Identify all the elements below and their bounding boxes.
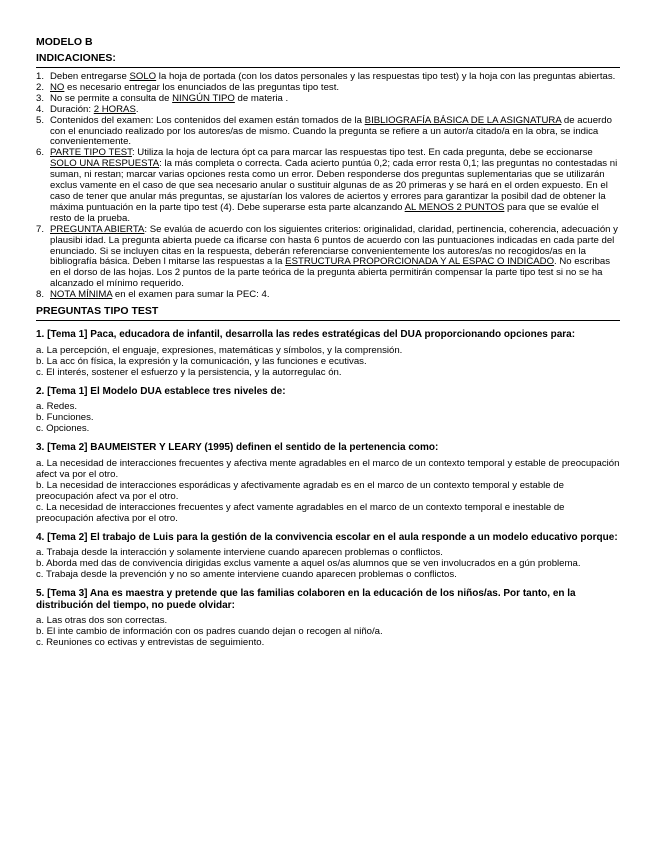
instruction-number: 5. [36, 114, 45, 126]
question-option: b. El inte cambio de información con os padres cuando dejan o recogen al niño/a. [36, 626, 383, 638]
question-option: c. La necesidad de interacciones frecuentes y afect vamente agradables en el marco de un contexto temporal e inestable de preocupación afectiva por el otro. [36, 501, 565, 524]
instructions-list [36, 72, 620, 301]
instruction-text: : la más completa o correcta. Cada acierto puntúa 0,2; cada error resta 0,1; las preguntas no contestadas ni suman, ni restan; marcar varias opciones resta como un error. Deben responderse dos preguntas suplementarias que se utilizarán exclus vamente en el caso de que sea necesario anular o sustituir algunas de as 20 primeras y se hará en el orden expuesto. En el caso de tener que anular más preguntas, se ajustarían los valores de aciertos y errores para garantizar la posibil dad de obtener la máxima puntuación en la parte tipo test (4). Debe superarse esta parte alcanzando [50, 158, 618, 213]
instruction-text: . [135, 103, 139, 115]
instruction-text: Deben entregarse [50, 71, 130, 82]
instruction-text: la hoja de portada (con los datos personales y las respuestas tipo test) y la hoja con las preguntas abiertas. [156, 71, 616, 82]
instruction-number: 3. [36, 92, 45, 104]
instruction-emphasis: NOTA MÍNIMA [50, 289, 113, 301]
question-block [36, 532, 620, 581]
instruction-text: es necesario entregar los enunciados de las preguntas tipo test. [64, 81, 340, 93]
instruction-emphasis: NINGÚN TIPO [172, 92, 235, 104]
question-option: c. Opciones. [36, 423, 90, 435]
question-options [36, 345, 620, 378]
question-option: c. Reuniones co ectivas y entrevistas de seguimiento. [36, 637, 265, 649]
instruction-text: . No escribas en el dorso de las hojas. Los 2 puntos de la parte teórica de la pregunta abierta permitirán compensar la parte tipo test si no se ha alcanzado el mínimo requerido. [50, 256, 611, 290]
instruction-emphasis: NO [50, 81, 65, 93]
question-block [36, 442, 620, 524]
question-option: a. Las otras dos son correctas. [36, 615, 168, 627]
instruction-text: Duración: [50, 103, 94, 115]
question-option: a. La percepción, el enguaje, expresiones, matemáticas y símbolos, y la comprensión. [36, 344, 403, 356]
question-option: b. La acc ón física, la expresión y la comunicación, y las funciones e ecutivas. [36, 355, 367, 367]
instruction-text: de materia . [234, 92, 289, 104]
instruction-emphasis: PREGUNTA ABIERTA [50, 223, 145, 235]
instruction-number: 6. [36, 147, 45, 159]
instruction-item [36, 116, 620, 149]
instruction-number: 8. [36, 289, 45, 301]
instruction-item [36, 148, 620, 224]
question-options [36, 547, 620, 580]
question-options [36, 401, 620, 434]
indications-heading: INDICACIONES: [36, 52, 620, 68]
question-option: a. Trabaja desde la interacción y solamente interviene cuando aparecen problemas o conflictos. [36, 547, 443, 559]
question-stem: 1. [Tema 1] Paca, educadora de infantil, desarrolla las redes estratégicas del DUA proporcionando opciones para: [36, 329, 576, 341]
question-option: a. La necesidad de interacciones frecuentes y afectiva mente agradables en el marco de un contexto temporal y estable de preocupación afect va por el otro. [36, 457, 620, 480]
instruction-emphasis: SOLO [129, 71, 157, 82]
instruction-text: No se permite a consulta de [50, 92, 173, 104]
instruction-text: para que se evalúe el resto de la prueba. [50, 201, 599, 224]
instruction-text: Contenidos del examen: Los contenidos del examen están tomados de la [50, 114, 365, 126]
question-option: b. La necesidad de interacciones esporádicas y afectivamente agradab es en el marco de un contexto temporal y estable de preocupación afect va por el otro. [36, 479, 564, 502]
instruction-number: 4. [36, 103, 45, 115]
instruction-number: 2. [36, 81, 45, 93]
instruction-item [36, 225, 620, 290]
tests-heading: PREGUNTAS TIPO TEST [36, 305, 620, 321]
instruction-emphasis: 2 HORAS [93, 103, 136, 115]
question-block [36, 329, 620, 378]
question-option: a. Redes. [36, 401, 78, 413]
instruction-text: en el examen para sumar la PEC: 4. [112, 289, 270, 301]
model-title: MODELO B [36, 36, 93, 48]
question-block [36, 588, 620, 648]
question-option: b. Funciones. [36, 412, 94, 424]
question-options [36, 458, 620, 524]
question-option: c. El interés, sostener el esfuerzo y la persistencia, y la autorregulac ón. [36, 366, 342, 378]
question-stem: 5. [Tema 3] Ana es maestra y pretende que las familias colaboren en la educación de los niños/as. Por tanto, en la distribución del tiempo, no puede olvidar: [36, 588, 576, 611]
question-options [36, 615, 620, 648]
question-stem: 2. [Tema 1] El Modelo DUA establece tres niveles de: [36, 385, 286, 397]
instruction-text: : Utiliza la hoja de lectura ópt ca para marcar las respuestas tipo test. En cada pregunta, debe se eccionarse [131, 147, 593, 159]
instruction-emphasis: ESTRUCTURA PROPORCIONADA Y AL ESPAC O INDICADO [285, 256, 555, 268]
instruction-emphasis: SOLO UNA RESPUESTA [50, 158, 160, 170]
instruction-emphasis: BIBLIOGRAFÍA BÁSICA DE LA ASIGNATURA [364, 114, 562, 126]
exam-page [36, 36, 620, 648]
instruction-item [36, 290, 620, 301]
question-option: b. Aborda med das de convivencia dirigidas exclus vamente a aquel os/as alumnos que se ven involucrados en a gún problema. [36, 558, 581, 570]
questions-list [36, 329, 620, 648]
instruction-emphasis: PARTE TIPO TEST [50, 147, 132, 159]
instruction-emphasis: AL MENOS 2 PUNTOS [404, 201, 505, 213]
instruction-number: 7. [36, 223, 45, 235]
instruction-text: : Se evalúa de acuerdo con los siguientes criterios: originalidad, claridad, pertinencia, coherencia, adecuación y plausibi idad. La pregunta abierta puede ca ificarse con hasta 6 puntos de acuerdo con las puntuaciones indicadas en cada parte del enunciado. Si se incluyen citas en la respuesta, deberán referenciarse convenientemente los autores/as no recogidos/as en la bibliografía básica. Deben l mitarse las respuestas a la [50, 223, 618, 268]
question-stem: 3. [Tema 2] BAUMEISTER Y LEARY (1995) definen el sentido de la pertenencia como: [36, 442, 439, 454]
instruction-text: de acuerdo con el enunciado realizado por los autores/as de mismo. Cuando la pregunta se refiere a un autor/a citado/a en la obra, se indica convenientemente. [50, 114, 612, 148]
question-block [36, 386, 620, 435]
question-stem: 4. [Tema 2] El trabajo de Luis para la gestión de la convivencia escolar en el aula responde a un modelo educativo porque: [36, 531, 618, 543]
question-option: c. Trabaja desde la prevención y no so amente interviene cuando aparecen problemas o conflictos. [36, 569, 457, 581]
instruction-number: 1. [36, 71, 45, 82]
